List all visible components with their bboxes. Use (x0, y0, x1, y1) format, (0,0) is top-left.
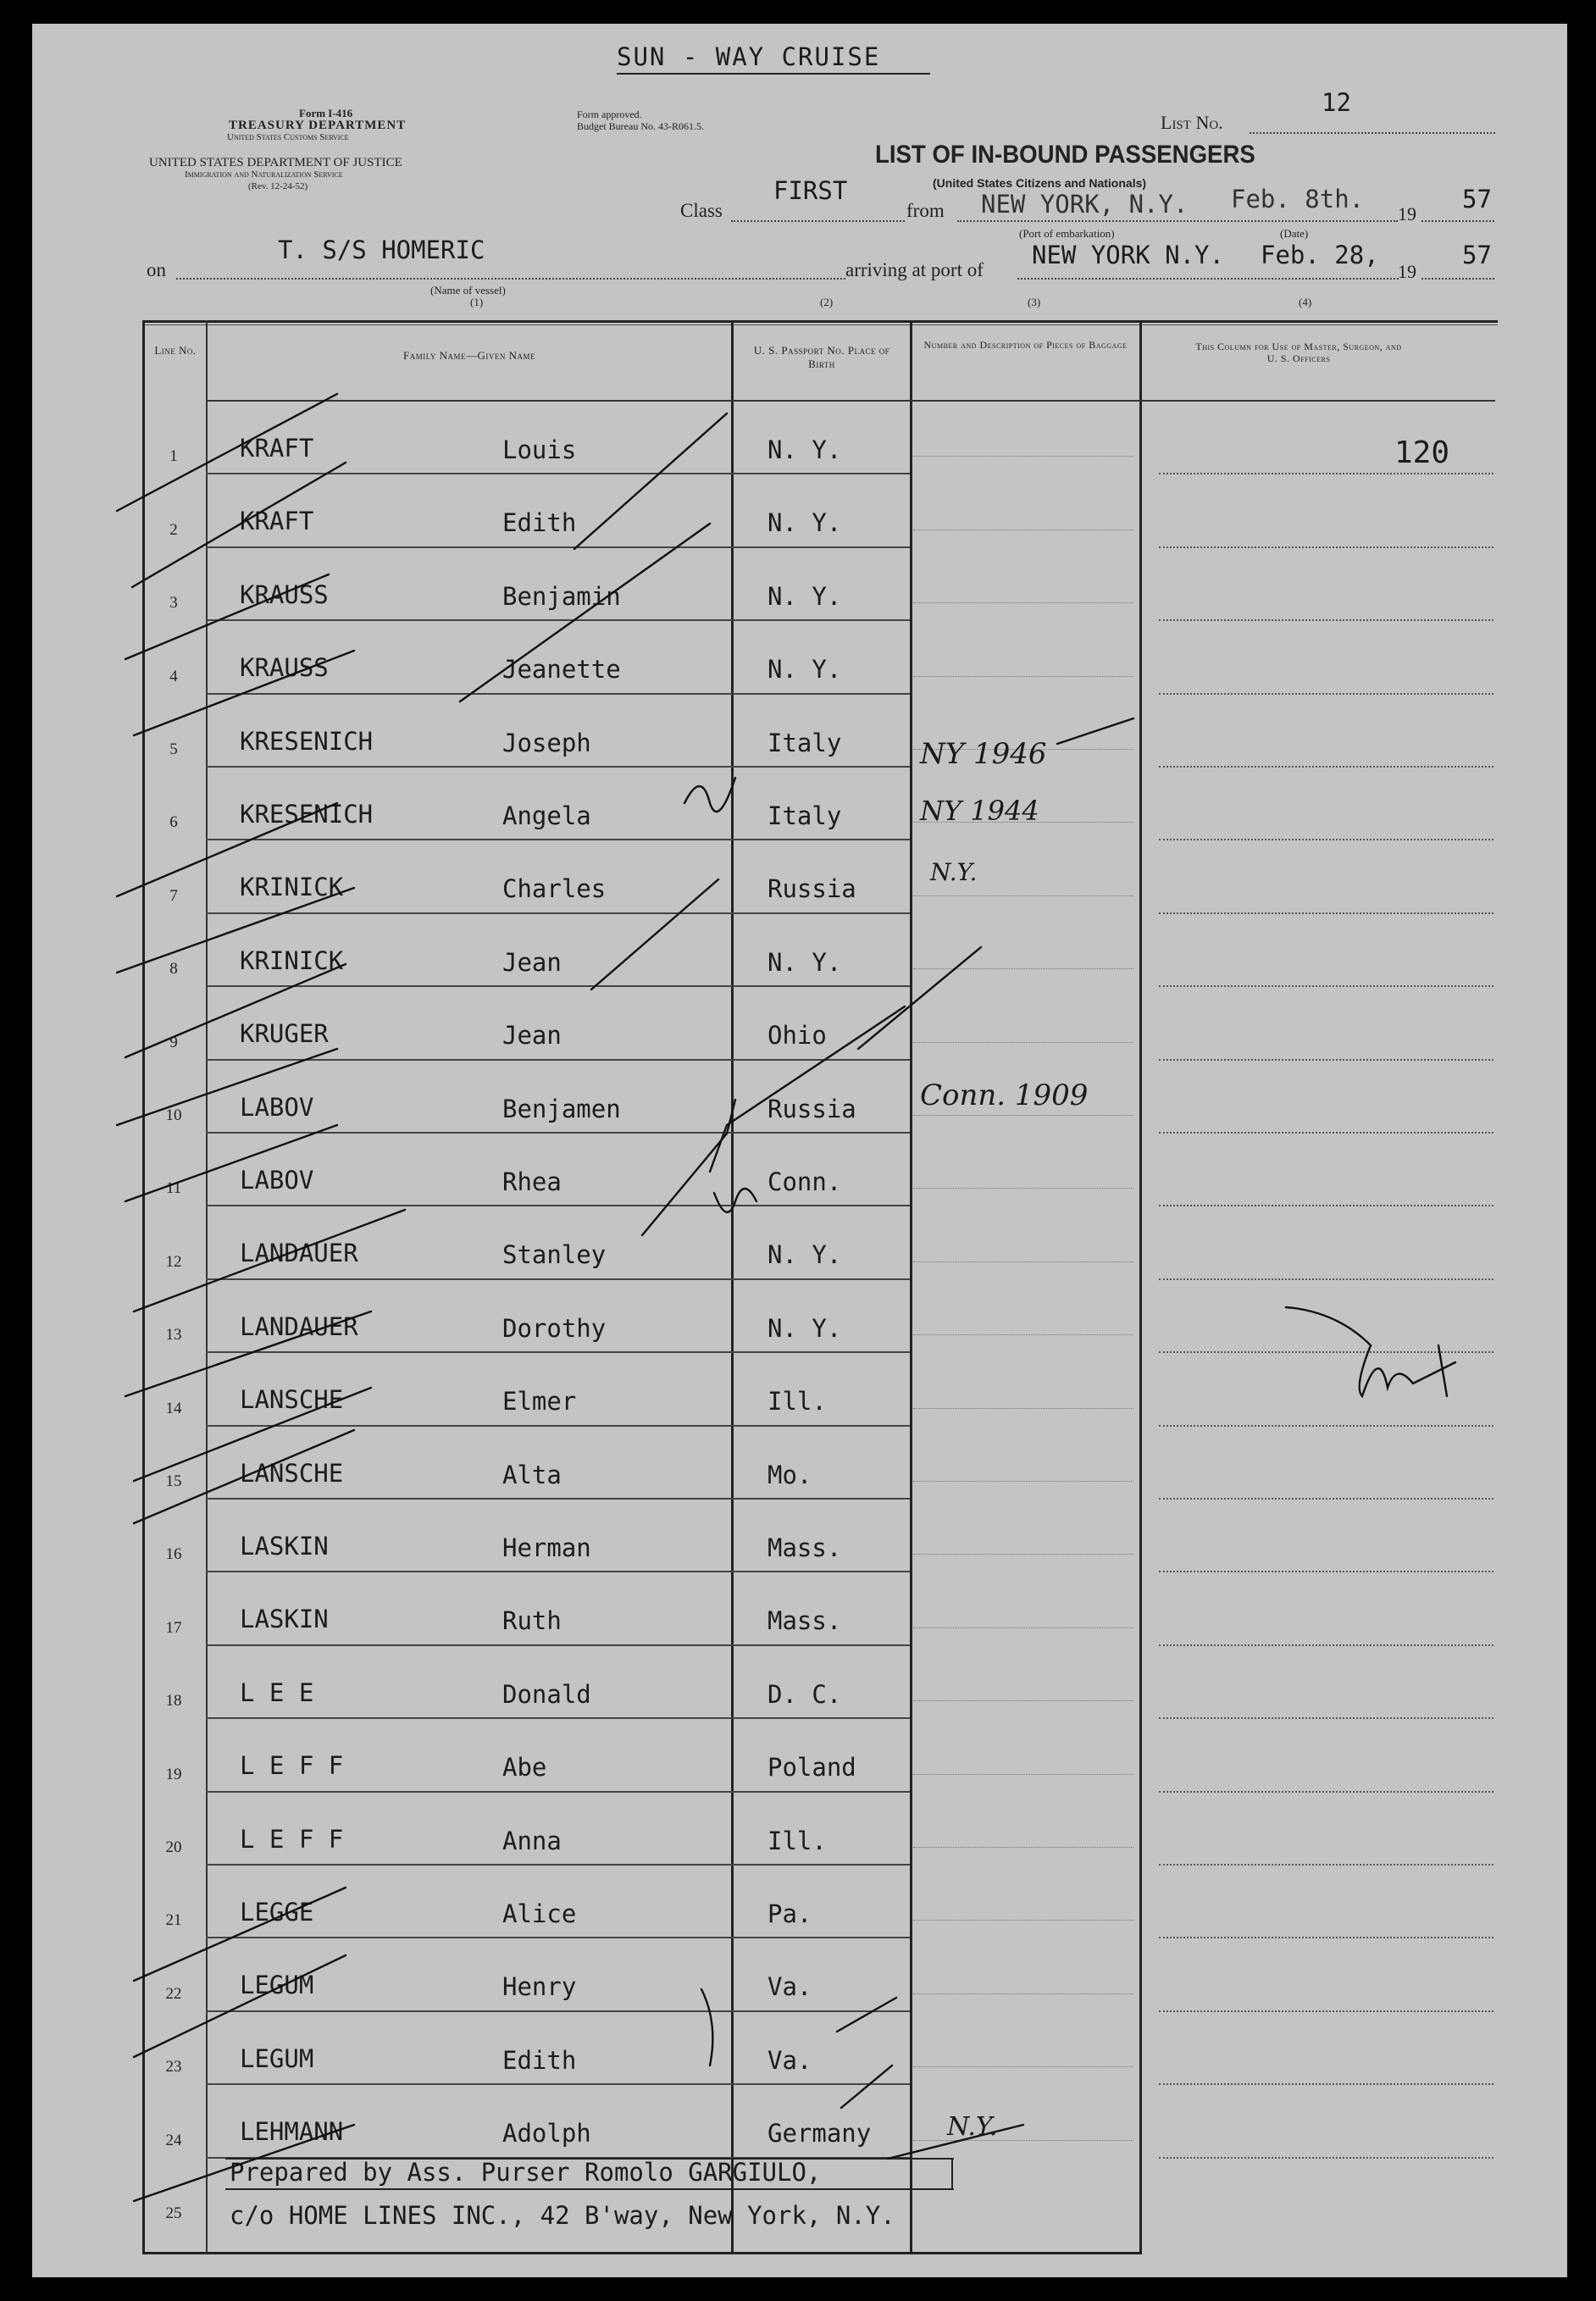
checkmark-stroke (1057, 718, 1133, 744)
service-name: United States Customs Service (227, 132, 349, 142)
row-family-name: KRINICK (240, 873, 344, 902)
row-line-number: 24 (165, 2131, 182, 2149)
row-family-name: LABOV (240, 1092, 314, 1122)
arrival-port: NEW YORK N.Y. (1032, 241, 1224, 269)
from-year: 57 (1462, 185, 1492, 213)
row-given-name: Adolph (502, 2119, 591, 2149)
checkmark-stroke (642, 1100, 735, 1235)
row-line-number: 10 (165, 1106, 182, 1124)
checkmark-stroke (134, 1210, 405, 1311)
class-value: FIRST (773, 176, 848, 205)
row-family-name: LANDAUER (240, 1311, 358, 1341)
row-family-name: LEHMANN (240, 2117, 344, 2147)
row-given-name: Donald (502, 1679, 591, 1709)
row-given-name: Dorothy (502, 1313, 607, 1343)
row-family-name: LANSCHE (240, 1385, 344, 1415)
on-label: on (147, 259, 166, 280)
row-given-name: Edith (502, 508, 577, 538)
row-family-name: L E F F (240, 1824, 344, 1854)
row-family-name: KRESENICH (240, 726, 374, 756)
form-revision: (Rev. 12-24-52) (248, 181, 308, 191)
budget-bureau: Budget Bureau No. 43-R061.5. (577, 120, 704, 132)
row-given-name: Angela (502, 801, 591, 830)
bracket-mark (701, 1989, 712, 2065)
class-label: Class (680, 200, 723, 221)
row-place-of-birth: N. Y. (768, 435, 842, 464)
list-title: LIST OF IN-BOUND PASSENGERS (875, 141, 1255, 169)
row-given-name: Rhea (502, 1167, 562, 1196)
checkmark-stroke (117, 803, 337, 896)
row-place-of-birth: N. Y. (768, 508, 842, 538)
row-line-number: 7 (169, 886, 178, 905)
checkmark-stroke (125, 1311, 371, 1396)
row-given-name: Edith (502, 2045, 577, 2075)
checkmark-stroke (132, 463, 346, 587)
baggage-note-row7: N.Y. (930, 858, 978, 886)
row-line-number: 25 (165, 2204, 182, 2222)
row-given-name: Stanley (502, 1240, 607, 1270)
header-officers: This Column for Use of Master, Surgeon, and U. S. Officers (1195, 341, 1402, 364)
row-line-number: 13 (165, 1326, 182, 1345)
row-family-name: KRINICK (240, 945, 344, 975)
row-line-number: 18 (165, 1692, 182, 1711)
row-place-of-birth: Italy (768, 801, 842, 830)
row-line-number: 8 (169, 960, 178, 979)
document-page (32, 24, 1567, 2277)
row-given-name: Ruth (502, 1606, 562, 1636)
form-approved: Form approved. (577, 108, 642, 120)
row-line-number: 5 (169, 740, 178, 758)
row-given-name: Joseph (502, 728, 591, 757)
row-family-name: L E F F (240, 1751, 344, 1781)
checkmark-stroke (117, 1049, 337, 1125)
row-given-name: Anna (502, 1826, 562, 1855)
col-num-2: (2) (820, 296, 834, 308)
row-family-name: KRAUSS (240, 653, 329, 683)
checkmark-stroke (710, 1006, 905, 1172)
row-place-of-birth: N. Y. (768, 1313, 842, 1343)
department-name: TREASURY DEPARTMENT (229, 119, 407, 132)
row-given-name: Alta (502, 1460, 562, 1489)
row-place-of-birth: Ohio (768, 1021, 827, 1051)
row-line-number: 11 (165, 1179, 182, 1198)
row-family-name: L E E (240, 1677, 314, 1707)
prepared-address: c/o HOME LINES INC., 42 B'way, New York, N.Y. (230, 2201, 895, 2230)
from-year-prefix: 19 (1398, 203, 1416, 225)
header-name: Family Name—Given Name (403, 349, 535, 362)
checkmark-stroke (134, 1888, 346, 1981)
row-family-name: LEGUM (240, 2043, 314, 2073)
checkmark-stroke (134, 2125, 354, 2201)
checkmark-stroke (591, 879, 718, 990)
row-given-name: Jean (502, 1021, 562, 1051)
checkmark-stroke (858, 947, 981, 1049)
initial-w (714, 1189, 756, 1212)
row-given-name: Alice (502, 1899, 577, 1928)
row-place-of-birth: D. C. (768, 1679, 842, 1709)
baggage-note-row6: NY 1944 (920, 795, 1039, 827)
checkmark-stroke (117, 888, 354, 973)
row-given-name: Jean (502, 947, 562, 977)
handwritten-marks (32, 24, 1567, 2277)
row-place-of-birth: Russia (768, 874, 856, 904)
row-given-name: Benjamin (502, 581, 621, 611)
row-given-name: Jeanette (502, 655, 621, 685)
row-place-of-birth: Russia (768, 1094, 856, 1123)
arrival-year: 57 (1462, 241, 1492, 269)
row-given-name: Abe (502, 1753, 547, 1783)
justice-dept: UNITED STATES DEPARTMENT OF JUSTICE (149, 156, 402, 169)
row-line-number: 15 (165, 1472, 182, 1490)
row-place-of-birth: Mo. (768, 1460, 812, 1489)
row-place-of-birth: Pa. (768, 1899, 812, 1928)
port-caption: (Port of embarkation) (1019, 227, 1115, 240)
row-family-name: KRAUSS (240, 579, 329, 609)
row-line-number: 1 (169, 447, 178, 466)
checkmark-stroke (460, 524, 710, 701)
row-place-of-birth: Italy (768, 728, 842, 757)
list-subtitle: (United States Citizens and Nationals) (933, 176, 1147, 190)
form-number: Form I-416 (299, 107, 353, 119)
row-family-name: KRESENICH (240, 800, 374, 829)
header-passport: U. S. Passport No. Place of Birth (753, 344, 890, 370)
baggage-note-row5: NY 1946 (920, 737, 1047, 771)
row-family-name: KRUGER (240, 1019, 329, 1049)
row-place-of-birth: Mass. (768, 1606, 842, 1636)
checkmark-stroke (134, 1955, 346, 2057)
row-line-number: 21 (165, 1911, 182, 1930)
header-line-no: Line No. (154, 344, 197, 357)
row-family-name: LANSCHE (240, 1458, 344, 1488)
checkmark-stroke (125, 1125, 337, 1201)
header-baggage: Number and Description of Pieces of Baggage (923, 339, 1128, 351)
col-num-4: (4) (1299, 296, 1312, 308)
row-line-number: 4 (169, 667, 178, 685)
row-family-name: KRAFT (240, 507, 314, 536)
row-given-name: Louis (502, 435, 577, 464)
arrival-year-prefix: 19 (1398, 261, 1416, 282)
row-family-name: LASKIN (240, 1532, 329, 1561)
row-line-number: 16 (165, 1545, 182, 1564)
checkmark-stroke (134, 1430, 354, 1523)
col-num-1: (1) (470, 296, 484, 308)
row-place-of-birth: Mass. (768, 1533, 842, 1562)
row-place-of-birth: N. Y. (768, 947, 842, 977)
list-no-value: 12 (1322, 88, 1351, 117)
baggage-note-row10: Conn. 1909 (920, 1078, 1089, 1112)
cruise-title: SUN - WAY CRUISE (617, 42, 881, 71)
prepared-by: Prepared by Ass. Purser Romolo GARGIULO, (230, 2158, 822, 2187)
ins-name: Immigration and Naturalization Service (185, 169, 343, 180)
row-line-number: 23 (165, 2058, 182, 2076)
row-place-of-birth: N. Y. (768, 1240, 842, 1270)
row-line-number: 12 (165, 1252, 182, 1271)
checkmark-stroke (134, 651, 354, 735)
row-place-of-birth: Germany (768, 2119, 872, 2149)
list-no-label: List No. (1161, 112, 1223, 133)
checkmark-stroke (134, 1388, 371, 1481)
from-date: Feb. 8th. (1231, 185, 1365, 213)
row-line-number: 20 (165, 1838, 182, 1856)
row-place-of-birth: N. Y. (768, 581, 842, 611)
row-line-number: 6 (169, 813, 178, 832)
row-place-of-birth: Poland (768, 1753, 856, 1783)
date-caption: (Date) (1280, 227, 1309, 240)
row-line-number: 9 (169, 1033, 178, 1051)
checkmark-stroke (117, 394, 337, 511)
row-given-name: Herman (502, 1533, 591, 1562)
checkmark-stroke (837, 1998, 896, 2032)
row-family-name: LABOV (240, 1166, 314, 1195)
row-given-name: Benjamen (502, 1094, 621, 1123)
row-family-name: LASKIN (240, 1605, 329, 1634)
row-place-of-birth: Ill. (768, 1826, 827, 1855)
row-place-of-birth: Va. (768, 1972, 812, 2002)
row-place-of-birth: Conn. (768, 1167, 842, 1196)
signature (1286, 1307, 1455, 1396)
row-family-name: LEGUM (240, 1971, 314, 2000)
col-num-3: (3) (1028, 296, 1041, 308)
row-place-of-birth: Va. (768, 2045, 812, 2075)
row-line-number: 14 (165, 1399, 182, 1417)
from-port: NEW YORK, N.Y. (981, 190, 1189, 219)
baggage-note-row24: N.Y. (947, 2112, 998, 2142)
row-place-of-birth: N. Y. (768, 655, 842, 685)
checkmark-stroke (841, 2065, 892, 2108)
row-place-of-birth: Ill. (768, 1387, 827, 1417)
vessel-name: T. S/S HOMERIC (278, 236, 485, 264)
row-family-name: LANDAUER (240, 1239, 358, 1268)
arrival-date: Feb. 28, (1261, 241, 1379, 269)
row-family-name: LEGGE (240, 1898, 314, 1927)
row-given-name: Charles (502, 874, 607, 904)
row-line-number: 17 (165, 1618, 182, 1637)
row-line-number: 2 (169, 520, 178, 539)
row-given-name: Elmer (502, 1387, 577, 1417)
from-label: from (906, 200, 945, 221)
row-given-name: Henry (502, 1972, 577, 2002)
vessel-caption: (Name of vessel) (430, 284, 506, 297)
row-line-number: 3 (169, 594, 178, 613)
row-family-name: KRAFT (240, 434, 314, 463)
checkmark-stroke (125, 574, 329, 659)
checkmark-stroke (125, 964, 346, 1057)
row-line-number: 22 (165, 1984, 182, 2003)
row-line-number: 19 (165, 1765, 182, 1783)
row-officer-note: 120 (1394, 435, 1450, 470)
arriving-label: arriving at port of (845, 259, 984, 280)
initial-w (684, 778, 735, 812)
